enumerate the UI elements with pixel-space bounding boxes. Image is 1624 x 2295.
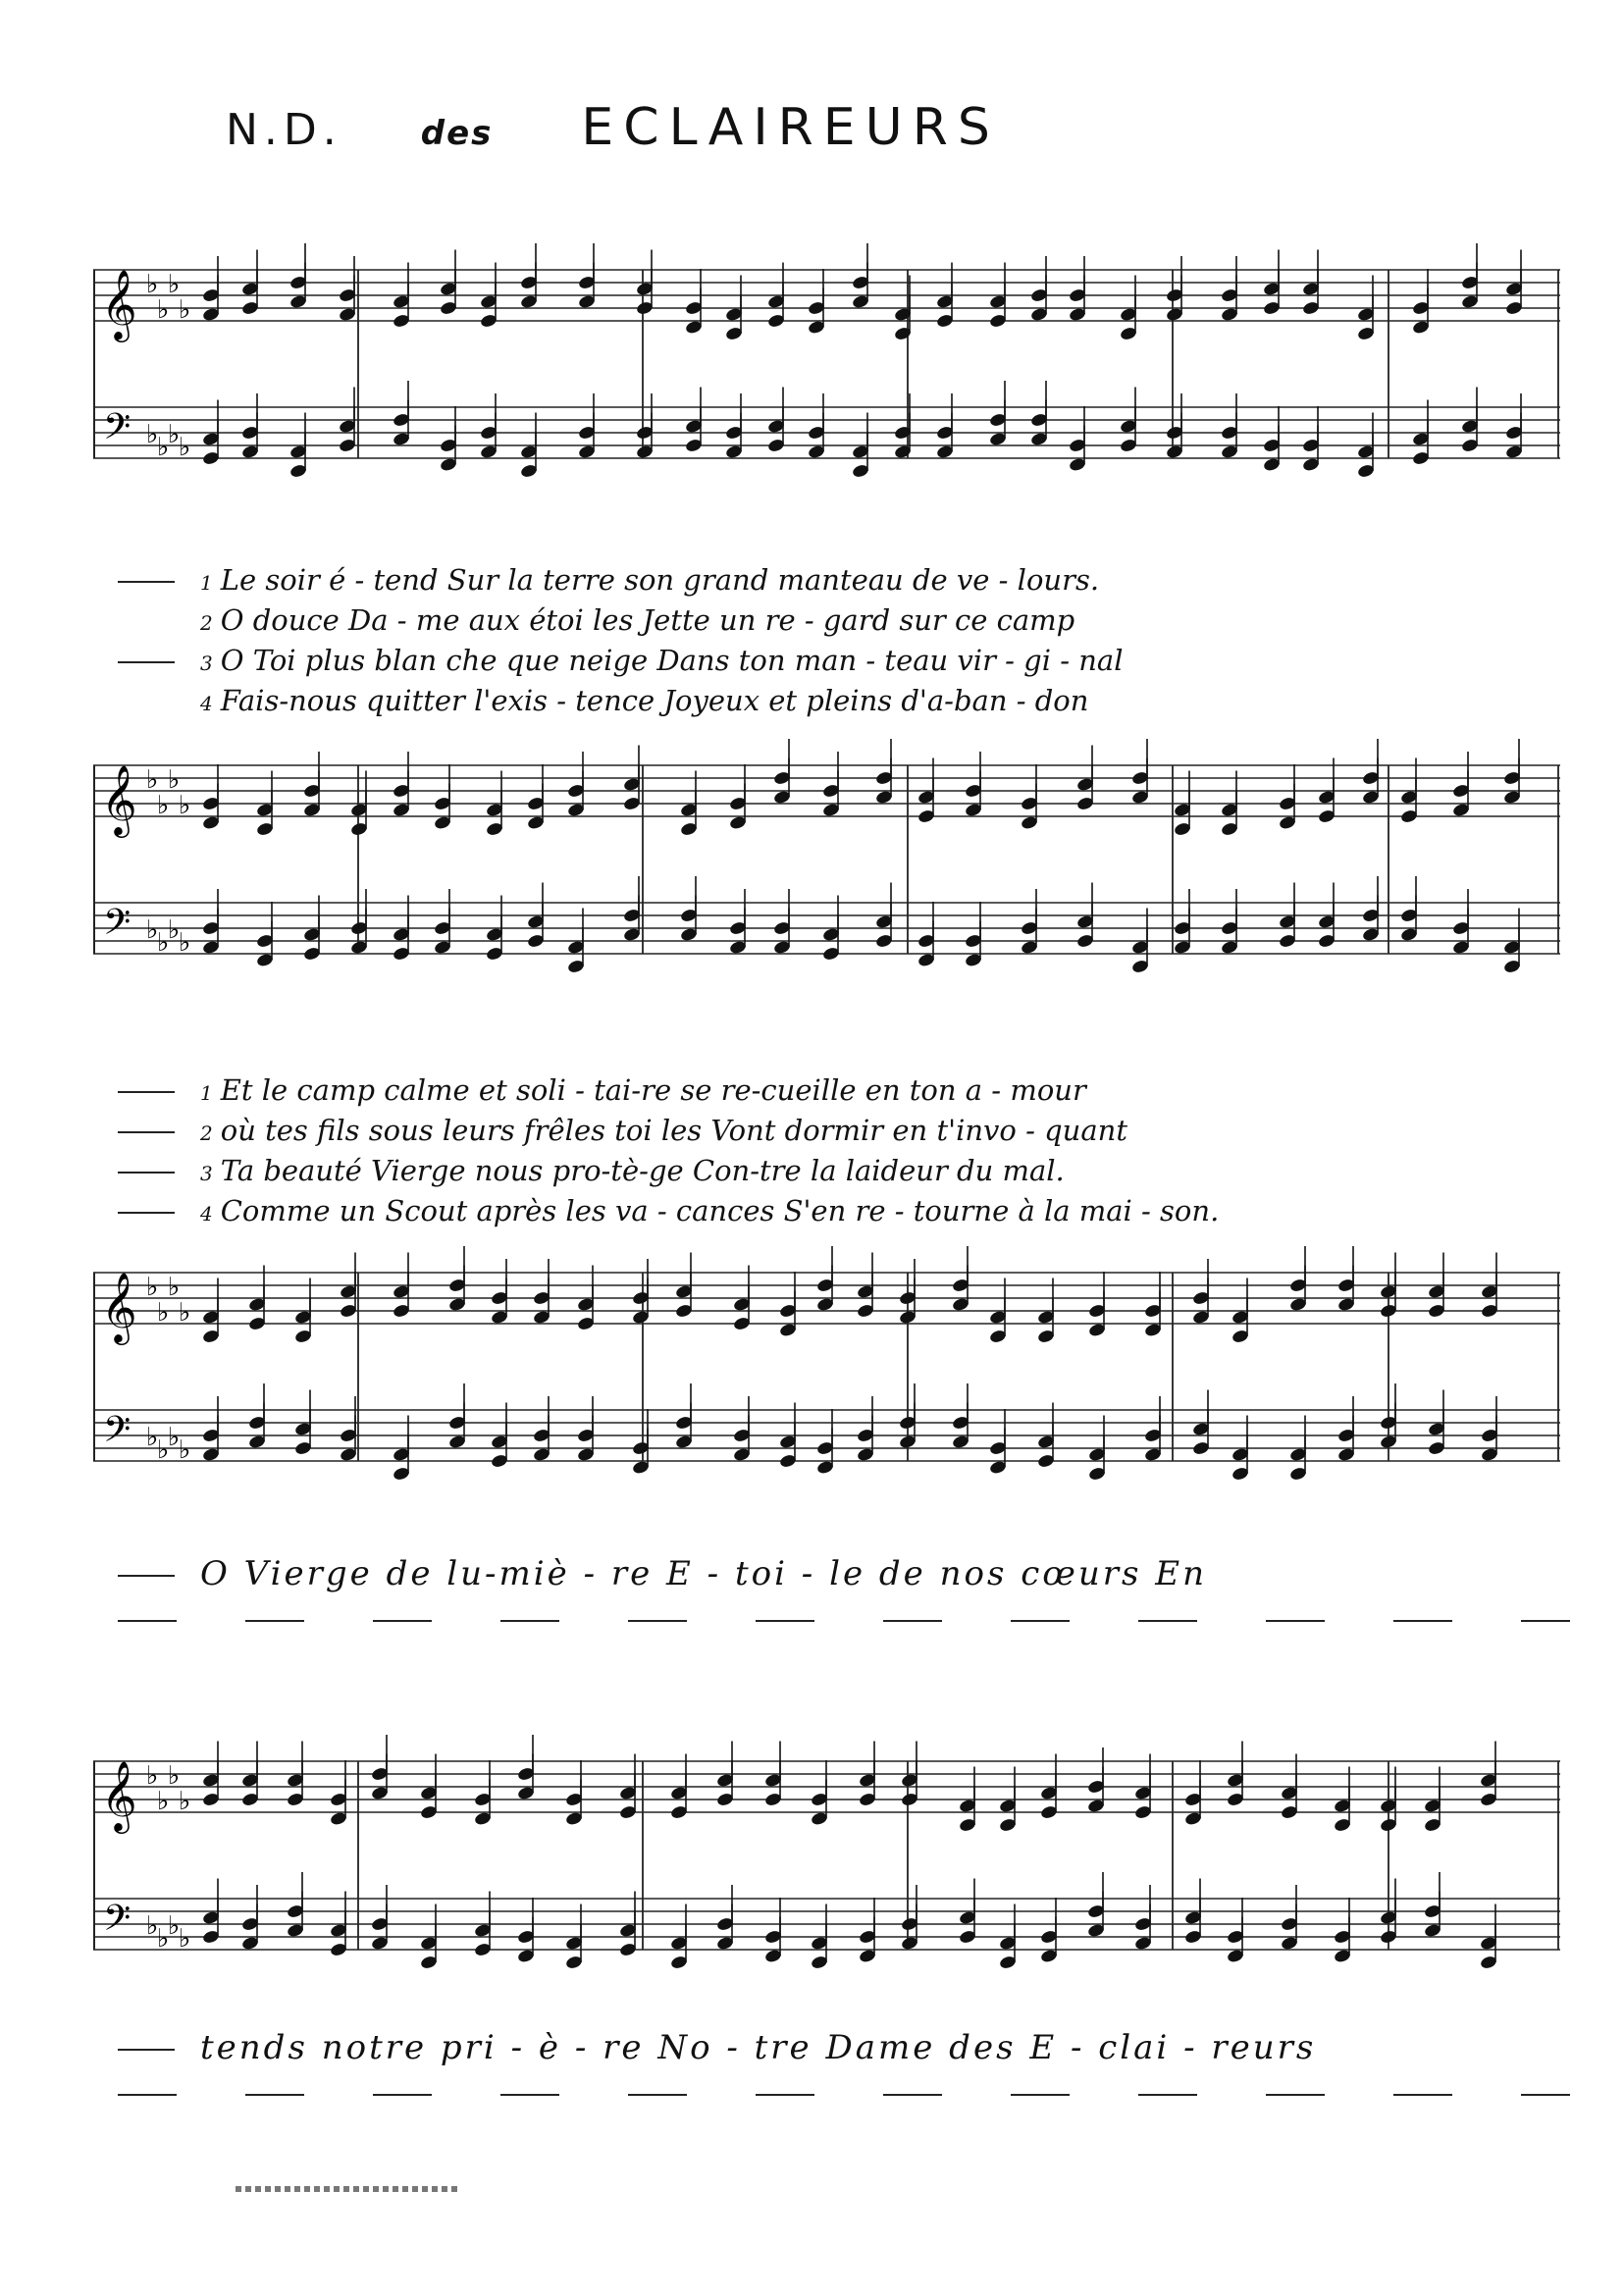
refrain-line: tends notre pri - è - re No - tre Dame des E - clai - reurs bbox=[200, 2028, 1317, 2067]
verse-number: 1 bbox=[200, 571, 213, 595]
page-title bbox=[226, 98, 1207, 157]
bass-clef: 𝄢 bbox=[103, 406, 131, 456]
flat-sign: ♭ bbox=[179, 295, 191, 325]
flat-sign: ♭ bbox=[146, 765, 159, 795]
flat-sign: ♭ bbox=[168, 1761, 181, 1791]
refrain-section-1 bbox=[118, 1555, 1570, 1622]
treble-clef: 𝄞 bbox=[101, 1271, 137, 1342]
flat-sign: ♭ bbox=[146, 1761, 159, 1791]
verses-section-1 bbox=[118, 561, 1570, 722]
verse-line: O douce Da - me aux étoi les Jette un re - gard sur ce camp bbox=[220, 603, 1075, 637]
refrain-section-2 bbox=[118, 2029, 1570, 2096]
music-system-4 bbox=[93, 1727, 1560, 2021]
verse-number: 1 bbox=[200, 1081, 213, 1105]
verses-section-2 bbox=[118, 1071, 1570, 1232]
verse-line: Comme un Scout après les va - cances S'en re - tourne à la mai - son. bbox=[220, 1194, 1220, 1227]
flat-sign: ♭ bbox=[168, 915, 181, 945]
verse-line: Le soir é - tend Sur la terre son grand manteau de ve - lours. bbox=[220, 563, 1100, 597]
verse-line: Ta beauté Vierge nous pro-tè-ge Con-tre la laideur du mal. bbox=[220, 1154, 1065, 1187]
verse-number: 2 bbox=[200, 611, 213, 635]
music-staves-3 bbox=[93, 1238, 1560, 1533]
flat-sign: ♭ bbox=[157, 295, 170, 325]
flat-sign: ♭ bbox=[179, 433, 191, 462]
flat-sign: ♭ bbox=[168, 1911, 181, 1941]
flat-sign: ♭ bbox=[146, 420, 159, 449]
title-des: des bbox=[420, 114, 494, 153]
flat-sign: ♭ bbox=[168, 1273, 181, 1302]
treble-clef: 𝄞 bbox=[101, 1759, 137, 1831]
verse-number: 4 bbox=[200, 1202, 213, 1226]
flat-sign: ♭ bbox=[157, 791, 170, 820]
verse-number: 2 bbox=[200, 1121, 213, 1145]
treble-clef: 𝄞 bbox=[101, 268, 137, 339]
flat-sign: ♭ bbox=[168, 420, 181, 449]
flat-sign: ♭ bbox=[179, 1298, 191, 1328]
flat-sign: ♭ bbox=[179, 1787, 191, 1816]
bass-clef: 𝄢 bbox=[103, 902, 131, 952]
flat-sign: ♭ bbox=[146, 270, 159, 299]
title-nd: N.D. bbox=[226, 105, 342, 155]
flat-sign: ♭ bbox=[146, 1423, 159, 1452]
verse-line: Fais-nous quitter l'exis - tence Joyeux et pleins d'a-ban - don bbox=[220, 684, 1089, 717]
flat-sign: ♭ bbox=[168, 765, 181, 795]
flat-sign: ♭ bbox=[157, 1787, 170, 1816]
verse-number: 4 bbox=[200, 692, 213, 715]
bass-clef: 𝄢 bbox=[103, 1409, 131, 1459]
flat-sign: ♭ bbox=[157, 1924, 170, 1954]
flat-sign: ♭ bbox=[146, 915, 159, 945]
flat-sign: ♭ bbox=[157, 433, 170, 462]
music-system-1 bbox=[93, 235, 1560, 530]
music-staves-4 bbox=[93, 1727, 1560, 2021]
flat-sign: ♭ bbox=[179, 1924, 191, 1954]
bass-clef: 𝄢 bbox=[103, 1898, 131, 1948]
flat-sign: ♭ bbox=[179, 1435, 191, 1465]
music-system-3 bbox=[93, 1238, 1560, 1533]
music-staves-1 bbox=[93, 235, 1560, 530]
flat-sign: ♭ bbox=[146, 1273, 159, 1302]
flat-sign: ♭ bbox=[168, 270, 181, 299]
flat-sign: ♭ bbox=[168, 1423, 181, 1452]
blank-lyric-rule bbox=[118, 1620, 1570, 1622]
scribble-mark bbox=[236, 2186, 461, 2192]
flat-sign: ♭ bbox=[179, 791, 191, 820]
verse-number: 3 bbox=[200, 652, 213, 675]
flat-sign: ♭ bbox=[146, 1911, 159, 1941]
flat-sign: ♭ bbox=[157, 928, 170, 958]
verse-line: Et le camp calme et soli - tai-re se re-cueille en ton a - mour bbox=[220, 1073, 1086, 1107]
verse-line: où tes fils sous leurs frêles toi les Vont dormir en t'invo - quant bbox=[220, 1114, 1127, 1147]
flat-sign: ♭ bbox=[157, 1435, 170, 1465]
title-name: ECLAIREURS bbox=[581, 98, 1000, 157]
verse-line: O Toi plus blan che que neige Dans ton man - teau vir - gi - nal bbox=[220, 644, 1124, 677]
music-staves-2 bbox=[93, 731, 1560, 1045]
treble-clef: 𝄞 bbox=[101, 763, 137, 835]
refrain-line: O Vierge de lu-miè - re E - toi - le de nos cœurs En bbox=[200, 1554, 1207, 1593]
verse-number: 3 bbox=[200, 1162, 213, 1185]
blank-lyric-rule bbox=[118, 2094, 1570, 2096]
music-system-2 bbox=[93, 731, 1560, 1045]
flat-sign: ♭ bbox=[157, 1298, 170, 1328]
flat-sign: ♭ bbox=[179, 928, 191, 958]
